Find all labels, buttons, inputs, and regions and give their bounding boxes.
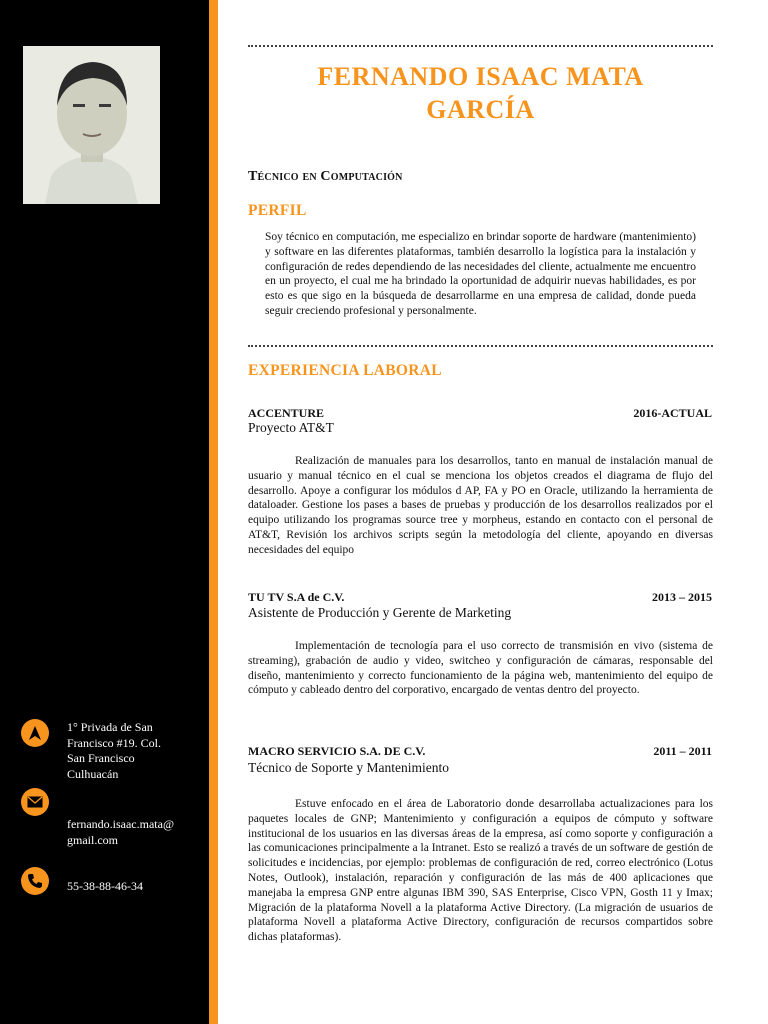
email-line: fernando.isaac.mata@ <box>67 817 174 831</box>
job-role: Asistente de Producción y Gerente de Marketing <box>248 605 512 620</box>
address-line: Culhuacán <box>67 766 119 781</box>
job-description: Implementación de tecnología para el uso correcto de transmisión en vivo (sistema de streaming), grabación de audio y video, switcheo y configuración de cámaras, responsable del diseño, mantenimiento y correcto funcionamiento de la página web, mantenimiento del equipo de cómputo y cableado dentro del corporativo, encargado de ventas dentro del proyecto. <box>248 640 713 697</box>
job-company: MACRO SERVICIO S.A. DE C.V. <box>248 744 426 758</box>
profile-text: Soy técnico en computación, me especializo en brindar soporte de hardware (mantenimiento) y software en las diferentes plataformas, también desarrollo la logística para la instalación y configuración de redes dependiendo de las necesidades del cliente, actualmente me encuentro en un proyecto, el cual me ha brindado la oportunidad de adquirir nuevas habilidades, es por esto es que sigo en la búsqueda de desarrollarme en una empresa de calidad, donde pueda seguir creciendo profesional y personalmente. <box>265 231 696 317</box>
address-line: 1° Privada de San <box>67 720 153 734</box>
sidebar-accent-stripe <box>209 0 218 1024</box>
divider <box>248 345 713 347</box>
job-dates: 2016-ACTUAL <box>633 406 712 420</box>
email-line: gmail.com <box>67 832 118 847</box>
job-company: TU TV S.A de C.V. <box>248 590 345 604</box>
name-line: GARCÍA <box>426 95 535 124</box>
contact-address <box>67 720 202 782</box>
full-name <box>248 60 713 126</box>
job-company: ACCENTURE <box>248 406 325 420</box>
job-description: Realización de manuales para los desarrollos, tanto en manual de instalación manual de usuario y manual técnico en el cual se menciona los objetos creados el diagrama de flujo del desarrollo. Apoye a configurar los módulos d AP, FA y PO en Oracle, utilizando la herramienta de dataloader. Gestione los pases a bases de pruebas y producción de los desarrollos realizados por el equipo utilizando los programas source tree y morpheus, estando en contacto con el personal de AT&T, Revisión los archivos scripts según la metodología del cliente, apoyando en diversas necesidades del equipo <box>248 455 713 556</box>
job-role: Proyecto AT&T <box>248 420 334 435</box>
profile-photo <box>23 46 160 204</box>
name-line: FERNANDO ISAAC MATA <box>317 62 644 91</box>
job-description: Estuve enfocado en el área de Laboratorio donde desarrollaba actualizaciones para los paquetes locales de GNP; Mantenimiento y configuración a equipos de cómputo y software institucional de los usuarios en las diversas áreas de la empresa, así como soporte y configuración a las comunicaciones principalmente a la Intranet. Esto se realizó a través de un software de gestión de solicitudes e incidencias, por ejemplo: problemas de configuración de red, correo electrónico (Lotus Notes, Outlook), instalación, reparación y configuración de las más de 400 aplicaciones que manejaba la empresa GNP entre algunas IBM 390, SAS Enterprise, Cisco VPN, Gosth 11 y Imax; Migración de la plataforma Novell a la plataforma Active Directory. (La migración de usuarios de plataforma Novell a plataforma Active Directory, configuración de recursos compartidos sobre dichas plataformas). <box>248 798 713 944</box>
section-title-profile: PERFIL <box>248 202 307 219</box>
envelope-icon <box>21 788 49 816</box>
address-line: San Francisco <box>67 751 135 765</box>
location-arrow-icon <box>21 719 49 747</box>
phone-icon <box>21 867 49 895</box>
job-role: Técnico de Soporte y Mantenimiento <box>248 760 449 775</box>
address-line: Francisco #19. Col. <box>67 735 161 750</box>
job-title: Técnico en Computación <box>248 169 403 184</box>
section-title-experience: EXPERIENCIA LABORAL <box>248 362 442 379</box>
job-dates: 2013 – 2015 <box>652 590 712 604</box>
contact-email[interactable] <box>67 817 202 848</box>
divider <box>248 45 713 47</box>
job-dates: 2011 – 2011 <box>653 744 712 758</box>
contact-phone[interactable]: 55-38-88-46-34 <box>67 879 143 893</box>
